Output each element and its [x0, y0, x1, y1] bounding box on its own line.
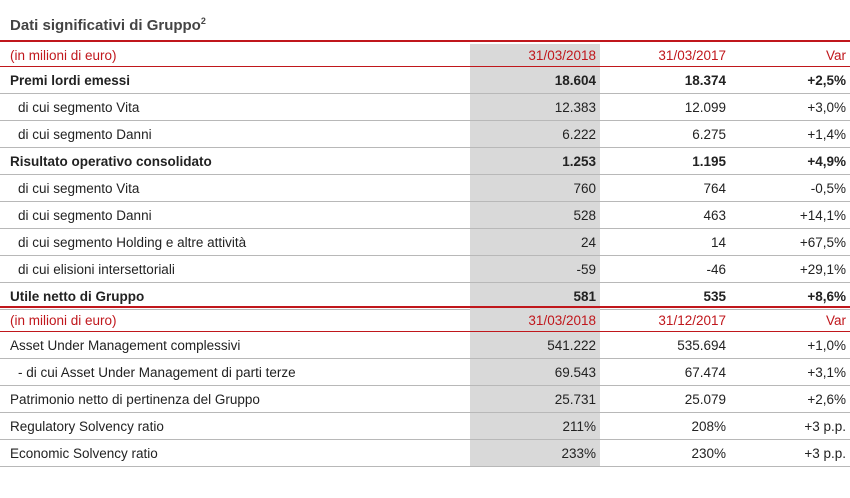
row-value-current: 6.222: [470, 121, 600, 148]
row-value-current: -59: [470, 256, 600, 283]
row-value-previous: 67.474: [600, 359, 730, 386]
row-value-current: 581: [470, 283, 600, 310]
row-variation: +3 p.p.: [730, 413, 850, 440]
row-value-previous: 208%: [600, 413, 730, 440]
row-value-previous: 12.099: [600, 94, 730, 121]
row-label: di cui segmento Vita: [0, 175, 470, 202]
header-variation: Var: [730, 309, 850, 332]
row-value-current: 25.731: [470, 386, 600, 413]
header-variation: Var: [730, 44, 850, 67]
row-value-previous: 6.275: [600, 121, 730, 148]
top-divider: [0, 40, 850, 42]
row-value-previous: 535: [600, 283, 730, 310]
row-label: di cui segmento Danni: [0, 121, 470, 148]
row-variation: +2,5%: [730, 67, 850, 94]
row-value-previous: 230%: [600, 440, 730, 467]
row-label: Patrimonio netto di pertinenza del Gruppo: [0, 386, 470, 413]
row-variation: +8,6%: [730, 283, 850, 310]
row-label: Regulatory Solvency ratio: [0, 413, 470, 440]
table-row: [0, 413, 850, 440]
table-row: [0, 148, 850, 175]
header-label: (in milioni di euro): [0, 44, 470, 67]
row-label: di cui elisioni intersettoriali: [0, 256, 470, 283]
row-variation: +1,4%: [730, 121, 850, 148]
row-label: Risultato operativo consolidato: [0, 148, 470, 175]
row-value-previous: 25.079: [600, 386, 730, 413]
table-row: [0, 202, 850, 229]
header-date-previous: 31/12/2017: [600, 309, 730, 332]
row-label: Asset Under Management complessivi: [0, 332, 470, 359]
row-variation: +4,9%: [730, 148, 850, 175]
table-row: [0, 256, 850, 283]
row-value-previous: 463: [600, 202, 730, 229]
row-value-current: 211%: [470, 413, 600, 440]
row-value-current: 69.543: [470, 359, 600, 386]
table-row: [0, 94, 850, 121]
row-value-current: 233%: [470, 440, 600, 467]
row-variation: +2,6%: [730, 386, 850, 413]
page-title: Dati significativi di Gruppo$^2$: [10, 16, 206, 34]
row-label: di cui segmento Danni: [0, 202, 470, 229]
mid-divider: [0, 306, 850, 308]
row-variation: +3,0%: [730, 94, 850, 121]
header-label: (in milioni di euro): [0, 309, 470, 332]
row-variation: +1,0%: [730, 332, 850, 359]
table-row: [0, 440, 850, 467]
table-row: [0, 121, 850, 148]
table-row: [0, 386, 850, 413]
row-variation: +67,5%: [730, 229, 850, 256]
row-value-previous: 18.374: [600, 67, 730, 94]
row-value-previous: 14: [600, 229, 730, 256]
row-label: Utile netto di Gruppo: [0, 283, 470, 310]
table-header-row: [0, 309, 850, 332]
footnote-marker: 2: [200, 16, 206, 26]
row-value-current: 24: [470, 229, 600, 256]
table-row: [0, 332, 850, 359]
row-value-previous: 764: [600, 175, 730, 202]
row-value-previous: 535.694: [600, 332, 730, 359]
table-header-row: [0, 44, 850, 67]
table-row: [0, 175, 850, 202]
row-variation: +14,1%: [730, 202, 850, 229]
row-value-previous: 1.195: [600, 148, 730, 175]
row-value-current: 528: [470, 202, 600, 229]
row-label: Economic Solvency ratio: [0, 440, 470, 467]
table-row: [0, 67, 850, 94]
row-label: di cui segmento Holding e altre attività: [0, 229, 470, 256]
row-variation: +3 p.p.: [730, 440, 850, 467]
premiums-results-table: [0, 44, 850, 310]
header-date-current: 31/03/2018: [470, 44, 600, 67]
row-value-current: 1.253: [470, 148, 600, 175]
assets-solvency-table: [0, 309, 850, 467]
header-date-previous: 31/03/2017: [600, 44, 730, 67]
row-label: di cui segmento Vita: [0, 94, 470, 121]
row-value-previous: -46: [600, 256, 730, 283]
row-value-current: 12.383: [470, 94, 600, 121]
row-variation: -0,5%: [730, 175, 850, 202]
row-variation: +3,1%: [730, 359, 850, 386]
row-label: - di cui Asset Under Management di parti terze: [0, 359, 470, 386]
table-row: [0, 229, 850, 256]
row-variation: +29,1%: [730, 256, 850, 283]
row-value-current: 760: [470, 175, 600, 202]
header-date-current: 31/03/2018: [470, 309, 600, 332]
row-value-current: 18.604: [470, 67, 600, 94]
table-row: [0, 359, 850, 386]
row-value-current: 541.222: [470, 332, 600, 359]
row-label: Premi lordi emessi: [0, 67, 470, 94]
